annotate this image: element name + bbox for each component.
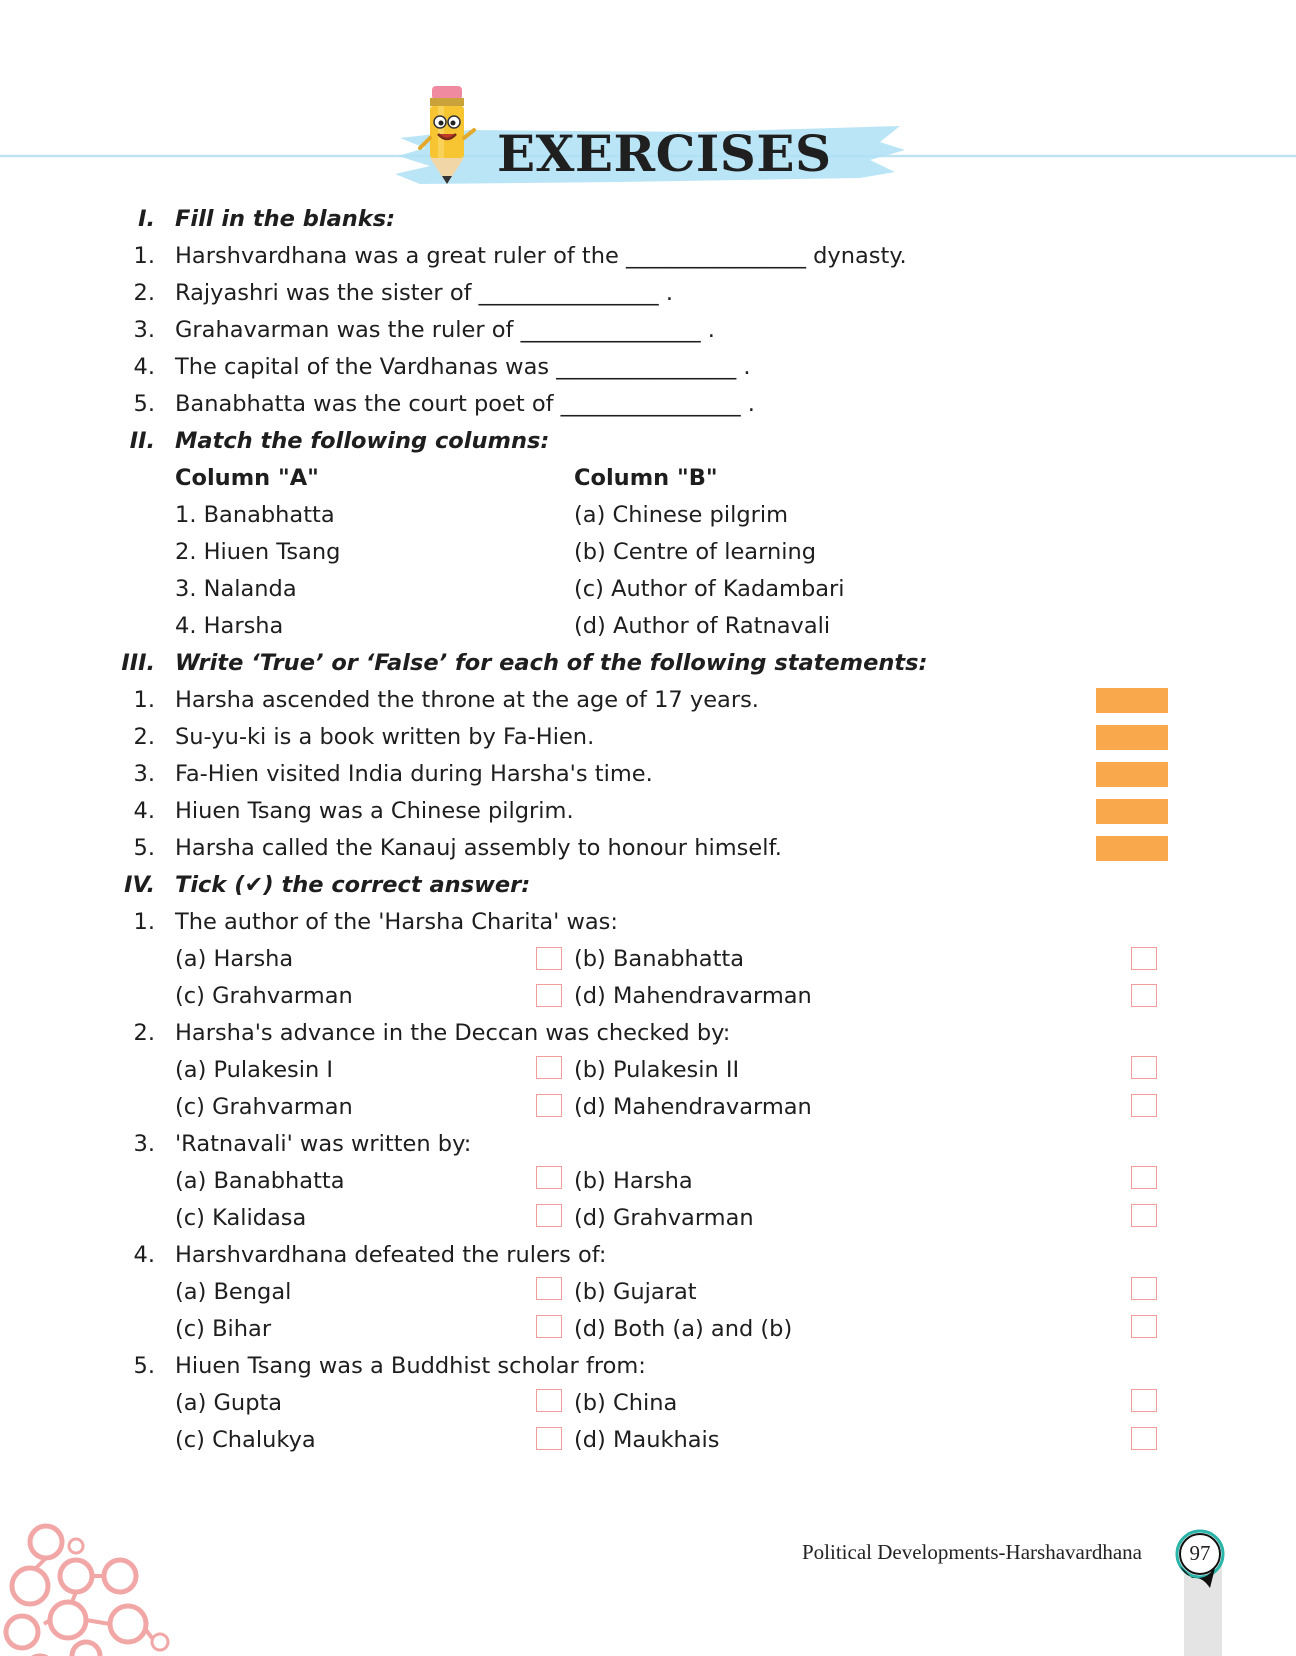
- mcq-question: 'Ratnavali' was written by:: [175, 1131, 472, 1157]
- fill-blank-question: Grahavarman was the ruler of ________________ .: [175, 317, 715, 343]
- question-number: 3.: [133, 317, 155, 343]
- fill-blank-question: Rajyashri was the sister of ________________ .: [175, 280, 673, 306]
- question-number: 5.: [133, 391, 155, 417]
- option-a: (a) Harsha: [175, 946, 294, 972]
- section-number: III.: [121, 650, 155, 676]
- answer-box[interactable]: [1096, 725, 1168, 750]
- option-a-checkbox[interactable]: [536, 1166, 562, 1189]
- true-false-statement: Fa-Hien visited India during Harsha's time.: [175, 761, 653, 787]
- option-a-checkbox[interactable]: [536, 1277, 562, 1300]
- answer-box[interactable]: [1096, 762, 1168, 787]
- column-a-item: 1. Banabhatta: [175, 502, 335, 528]
- question-number: 1.: [133, 687, 155, 713]
- option-c: (c) Grahvarman: [175, 1094, 353, 1120]
- column-a-item: 2. Hiuen Tsang: [175, 539, 341, 565]
- section-heading: Fill in the blanks:: [175, 206, 396, 232]
- fill-blank-question: The capital of the Vardhanas was ________________ .: [175, 354, 751, 380]
- mcq-question: Harsha's advance in the Deccan was checked by:: [175, 1020, 731, 1046]
- question-number: 1.: [133, 243, 155, 269]
- option-d-checkbox[interactable]: [1131, 1427, 1157, 1450]
- option-a: (a) Banabhatta: [175, 1168, 345, 1194]
- question-number: 2.: [133, 1020, 155, 1046]
- question-number: 5.: [133, 1353, 155, 1379]
- column-b-header: Column "B": [574, 465, 718, 491]
- question-number: 4.: [133, 354, 155, 380]
- column-b-item: (a) Chinese pilgrim: [574, 502, 789, 528]
- option-b-checkbox[interactable]: [1131, 1056, 1157, 1079]
- option-a-checkbox[interactable]: [536, 947, 562, 970]
- section-heading: Match the following columns:: [175, 428, 550, 454]
- option-c: (c) Chalukya: [175, 1427, 316, 1453]
- fill-blank-question: Banabhatta was the court poet of ________________ .: [175, 391, 755, 417]
- option-c-checkbox[interactable]: [536, 1204, 562, 1227]
- question-number: 3.: [133, 1131, 155, 1157]
- column-a-header: Column "A": [175, 465, 319, 491]
- option-b-checkbox[interactable]: [1131, 1166, 1157, 1189]
- section-heading: Write ‘True’ or ‘False’ for each of the following statements:: [175, 650, 928, 676]
- pencil-mascot-icon: [418, 82, 478, 192]
- option-a: (a) Pulakesin I: [175, 1057, 334, 1083]
- option-a-checkbox[interactable]: [536, 1056, 562, 1079]
- option-c: (c) Grahvarman: [175, 983, 353, 1009]
- true-false-statement: Hiuen Tsang was a Chinese pilgrim.: [175, 798, 574, 824]
- option-d: (d) Mahendravarman: [574, 983, 812, 1009]
- fill-blank-question: Harshvardhana was a great ruler of the ________________ dynasty.: [175, 243, 907, 269]
- option-d: (d) Maukhais: [574, 1427, 720, 1453]
- option-c-checkbox[interactable]: [536, 984, 562, 1007]
- option-b-checkbox[interactable]: [1131, 947, 1157, 970]
- option-d: (d) Mahendravarman: [574, 1094, 812, 1120]
- option-d-checkbox[interactable]: [1131, 1094, 1157, 1117]
- column-a-item: 3. Nalanda: [175, 576, 297, 602]
- question-number: 5.: [133, 835, 155, 861]
- true-false-statement: Harsha called the Kanauj assembly to honour himself.: [175, 835, 782, 861]
- mcq-question: Harshvardhana defeated the rulers of:: [175, 1242, 607, 1268]
- option-d-checkbox[interactable]: [1131, 1204, 1157, 1227]
- mcq-question: Hiuen Tsang was a Buddhist scholar from:: [175, 1353, 646, 1379]
- decorative-circles-icon: [0, 1520, 180, 1656]
- option-d: (d) Both (a) and (b): [574, 1316, 793, 1342]
- option-b-checkbox[interactable]: [1131, 1277, 1157, 1300]
- question-number: 4.: [133, 798, 155, 824]
- true-false-statement: Harsha ascended the throne at the age of 17 years.: [175, 687, 759, 713]
- option-b: (b) Harsha: [574, 1168, 693, 1194]
- column-a-item: 4. Harsha: [175, 613, 284, 639]
- answer-box[interactable]: [1096, 836, 1168, 861]
- option-d-checkbox[interactable]: [1131, 1315, 1157, 1338]
- answer-box[interactable]: [1096, 799, 1168, 824]
- option-b: (b) Banabhatta: [574, 946, 745, 972]
- option-b-checkbox[interactable]: [1131, 1389, 1157, 1412]
- section-number: II.: [129, 428, 155, 454]
- mcq-question: The author of the 'Harsha Charita' was:: [175, 909, 618, 935]
- question-number: 2.: [133, 280, 155, 306]
- answer-box[interactable]: [1096, 688, 1168, 713]
- column-b-item: (b) Centre of learning: [574, 539, 817, 565]
- section-number: I.: [138, 206, 155, 232]
- question-number: 4.: [133, 1242, 155, 1268]
- option-c: (c) Bihar: [175, 1316, 272, 1342]
- question-number: 1.: [133, 909, 155, 935]
- option-c-checkbox[interactable]: [536, 1094, 562, 1117]
- option-c: (c) Kalidasa: [175, 1205, 307, 1231]
- option-b: (b) China: [574, 1390, 678, 1416]
- option-d: (d) Grahvarman: [574, 1205, 754, 1231]
- option-a: (a) Gupta: [175, 1390, 283, 1416]
- option-c-checkbox[interactable]: [536, 1315, 562, 1338]
- option-c-checkbox[interactable]: [536, 1427, 562, 1450]
- option-a-checkbox[interactable]: [536, 1389, 562, 1412]
- column-b-item: (d) Author of Ratnavali: [574, 613, 831, 639]
- option-a: (a) Bengal: [175, 1279, 292, 1305]
- true-false-statement: Su-yu-ki is a book written by Fa-Hien.: [175, 724, 595, 750]
- question-number: 3.: [133, 761, 155, 787]
- section-number: IV.: [124, 872, 155, 898]
- question-number: 2.: [133, 724, 155, 750]
- option-b: (b) Pulakesin II: [574, 1057, 740, 1083]
- chapter-title: Political Developments-Harshavardhana: [802, 1540, 1142, 1564]
- option-d-checkbox[interactable]: [1131, 984, 1157, 1007]
- option-b: (b) Gujarat: [574, 1279, 697, 1305]
- page-title: EXERCISES: [497, 124, 832, 183]
- page-number: 97: [1189, 1541, 1211, 1565]
- column-b-item: (c) Author of Kadambari: [574, 576, 845, 602]
- section-heading: Tick (✔) the correct answer:: [175, 872, 531, 898]
